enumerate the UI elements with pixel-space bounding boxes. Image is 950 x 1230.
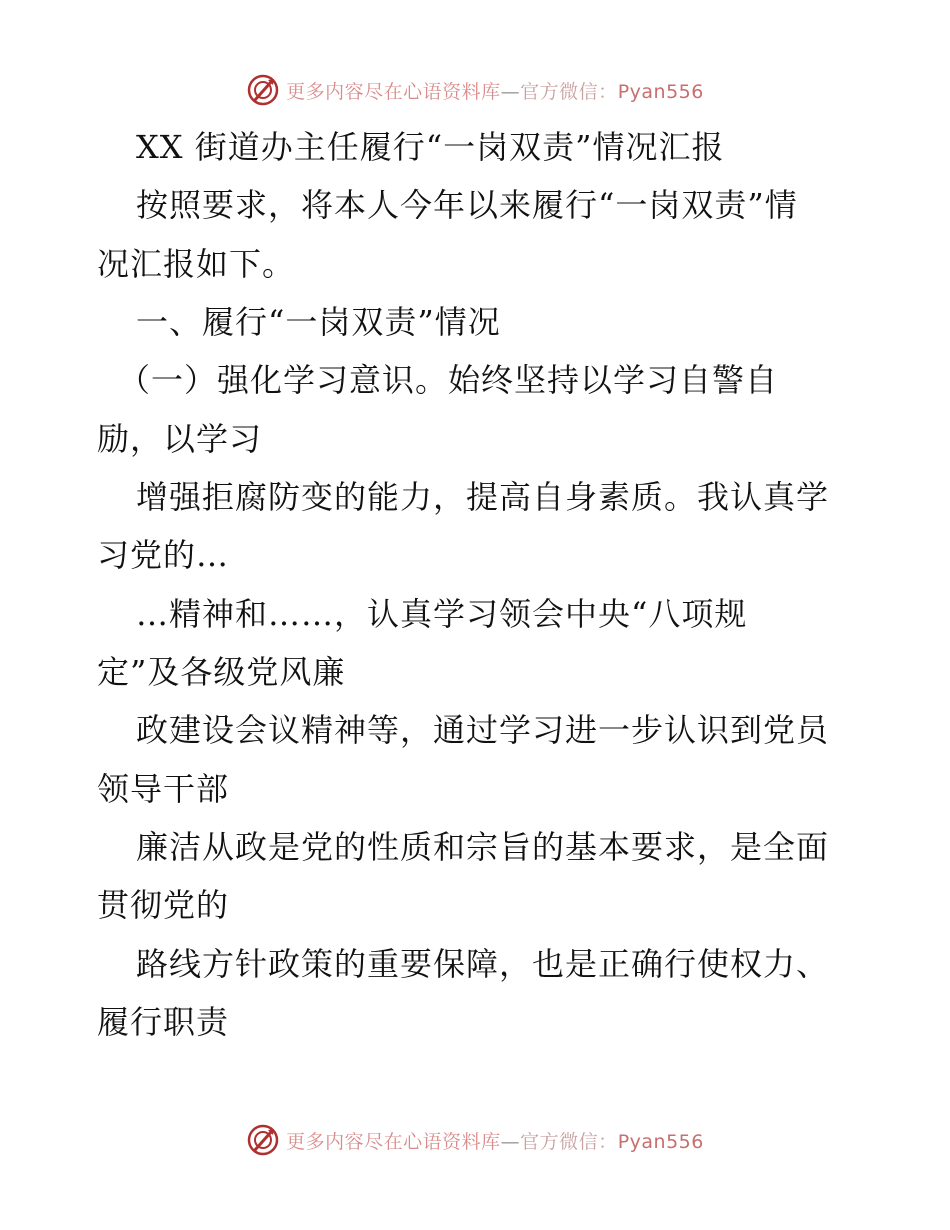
paragraph-line: 廉洁从政是党的性质和宗旨的基本要求，是全面: [136, 828, 830, 866]
paragraph-line: 况汇报如下。: [97, 245, 296, 283]
banner-text: [286, 1127, 704, 1154]
footer-banner: [0, 1120, 950, 1160]
paragraph-line: 路线方针政策的重要保障，也是正确行使权力、: [136, 945, 830, 983]
banner-text: [286, 77, 704, 104]
paragraph-line: …精神和……，认真学习领会中央“八项规: [136, 595, 748, 633]
banner-wechat-id: Pyan556: [617, 1130, 704, 1153]
banner-main-text: 更多内容尽在心语资料库: [286, 80, 501, 103]
banner-wechat-label: 官方微信：: [520, 1130, 618, 1153]
banner-wechat-label: 官方微信：: [520, 80, 618, 103]
brand-logo-icon: [246, 73, 280, 107]
banner-wechat-id: Pyan556: [617, 80, 704, 103]
header-banner: [0, 70, 950, 110]
paragraph-line: 定”及各级党风廉: [97, 653, 346, 691]
paragraph-line: 领导干部: [97, 770, 230, 808]
banner-separator: —: [500, 80, 521, 103]
section-heading: 一、履行“一岗双责”情况: [136, 303, 501, 341]
paragraph-line: 习党的…: [97, 536, 230, 574]
banner-main-text: 更多内容尽在心语资料库: [286, 1130, 501, 1153]
paragraph-line: 励，以学习: [97, 420, 263, 458]
banner-separator: —: [500, 1130, 521, 1153]
document-title: XX 街道办主任履行“一岗双责”情况汇报: [136, 128, 725, 166]
paragraph-line: （一）强化学习意识。始终坚持以学习自警自: [118, 361, 779, 399]
paragraph-line: 履行职责: [97, 1003, 230, 1041]
paragraph-line: 政建设会议精神等，通过学习进一步认识到党员: [136, 711, 830, 749]
paragraph-line: 贯彻党的: [97, 886, 230, 924]
paragraph-line: 增强拒腐防变的能力，提高自身素质。我认真学: [136, 478, 830, 516]
brand-logo-icon: [246, 1123, 280, 1157]
paragraph-line: 按照要求，将本人今年以来履行“一岗双责”情: [136, 186, 798, 224]
